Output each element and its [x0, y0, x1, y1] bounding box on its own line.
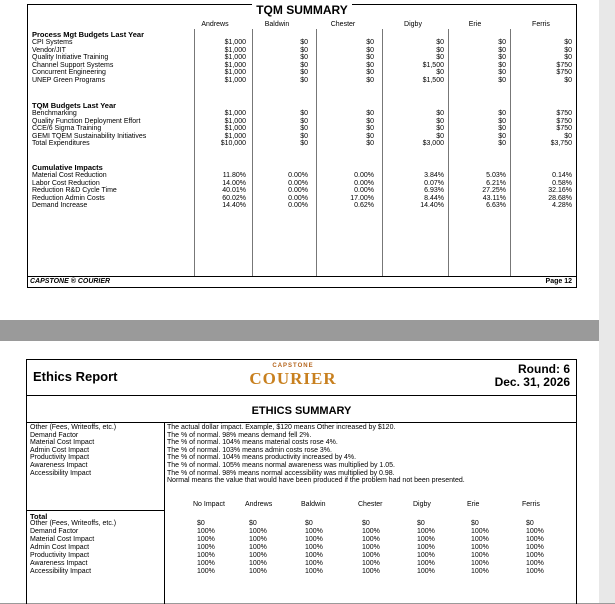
ethics-col-header: Andrews [245, 501, 273, 508]
cell-value: 14.40% [420, 202, 444, 210]
column-divider [510, 29, 511, 276]
cell-value: $0 [366, 140, 374, 148]
cell-value: 0.62% [354, 202, 374, 210]
total-cell: 100% [249, 552, 267, 559]
cell-value: $0 [564, 39, 572, 46]
row-label: Benchmarking [32, 110, 77, 117]
cell-value: $0 [436, 54, 444, 62]
row-label: Quality Initiative Training [32, 54, 109, 62]
cell-value: 6.93% [424, 187, 444, 195]
cell-value: 0.58% [552, 179, 572, 187]
cell-value: 3.84% [424, 172, 444, 179]
total-cell: 100% [417, 568, 435, 575]
row-label: Reduction Admin Costs [32, 194, 105, 202]
total-cell: 100% [305, 528, 323, 535]
total-cell: 100% [526, 536, 544, 543]
cell-value: 28.68% [548, 194, 572, 202]
cell-value: $0 [366, 110, 374, 117]
cell-value: 43.11% [482, 194, 506, 202]
cell-value: $0 [436, 46, 444, 54]
normal-note: Normal means the value that would have been produced if the problem had not been presented. [167, 477, 465, 485]
ethics-report [26, 359, 577, 604]
cell-value: $0 [366, 77, 374, 84]
cell-value: $0 [300, 77, 308, 84]
ethics-col-header: No Impact [193, 501, 225, 508]
col-header-digby: Digby [404, 21, 422, 28]
cell-value: $3,750 [550, 140, 572, 148]
total-cell: $0 [417, 520, 425, 527]
total-cell: 100% [305, 536, 323, 543]
courier-logo [243, 363, 343, 391]
total-cell: 100% [471, 536, 489, 543]
total-cell: $0 [249, 520, 257, 527]
cell-value: $1,000 [224, 125, 246, 133]
cell-value: $0 [498, 69, 506, 77]
cell-value: $0 [498, 132, 506, 140]
cell-value: 0.00% [354, 179, 374, 187]
total-row-label: Other (Fees, Writeoffs, etc.) [30, 520, 117, 527]
cell-value: $0 [498, 77, 506, 84]
total-cell: 100% [305, 544, 323, 551]
vertical-scrollbar[interactable] [599, 0, 615, 603]
total-cell: 100% [417, 528, 435, 535]
definition-text: The % of normal. 104% means productivity increased by 4%. [167, 454, 357, 462]
row-label: Labor Cost Reduction [32, 179, 100, 187]
cell-value: $0 [300, 39, 308, 46]
total-heading: Total [30, 512, 48, 521]
tqm-title: TQM SUMMARY [28, 3, 576, 17]
definition-label: Demand Factor [30, 431, 79, 439]
cell-value: $1,000 [224, 132, 246, 140]
cell-value: 27.25% [482, 187, 506, 195]
definition-text: The % of normal. 105% means normal awareness was multiplied by 1.05. [167, 462, 395, 469]
ethics-summary-title: ETHICS SUMMARY [251, 405, 352, 417]
total-cell: 100% [417, 560, 435, 567]
cell-value: 40.01% [222, 187, 246, 195]
total-cell: 100% [197, 560, 215, 567]
ethics-col-header: Chester [358, 501, 383, 508]
cell-value: 60.02% [222, 194, 246, 202]
total-cell: 100% [197, 528, 215, 535]
definition-label: Awareness Impact [30, 462, 88, 469]
definition-text: The actual dollar impact. Example, $120 means Other increased by $120. [167, 424, 396, 431]
definition-text: The % of normal. 104% means material costs rose 4%. [167, 439, 338, 447]
column-divider [448, 29, 449, 276]
ethics-col-header: Digby [413, 501, 431, 508]
ethics-col-header: Ferris [522, 501, 540, 508]
cell-value: $0 [436, 110, 444, 117]
total-cell: $0 [197, 520, 205, 527]
cell-value: $0 [564, 46, 572, 54]
cell-value: $0 [498, 110, 506, 117]
row-label: Concurrent Engineering [32, 69, 106, 77]
definition-text: The % of normal. 103% means admin costs rose 3%. [167, 446, 332, 454]
column-divider [252, 29, 253, 276]
cell-value: $0 [436, 132, 444, 140]
cell-value: 8.44% [424, 194, 444, 202]
cell-value: $0 [366, 39, 374, 46]
cell-value: $1,500 [422, 77, 444, 84]
cell-value: $0 [300, 140, 308, 148]
ethics-page [0, 341, 599, 603]
definition-label: Productivity Impact [30, 454, 90, 462]
cell-value: $0 [300, 110, 308, 117]
total-cell: 100% [417, 552, 435, 559]
total-row-label: Accessibility Impact [30, 568, 92, 575]
cell-value: $0 [436, 117, 444, 125]
col-header-andrews: Andrews [201, 21, 229, 28]
total-cell: 100% [362, 568, 380, 575]
row-label: Quality Function Deployment Effort [32, 117, 141, 125]
ethics-col-header: Erie [467, 501, 480, 508]
cell-value: $0 [300, 54, 308, 62]
row-label: Total Expenditures [32, 140, 90, 148]
cell-value: $1,500 [422, 61, 444, 69]
label-column-divider [164, 422, 165, 604]
total-cell: $0 [305, 520, 313, 527]
total-row-label: Admin Cost Impact [30, 544, 90, 551]
cell-value: $0 [300, 117, 308, 125]
cell-value: 14.40% [222, 202, 246, 210]
cell-value: 0.14% [552, 172, 572, 179]
cell-value: 0.00% [354, 172, 374, 179]
col-header-erie: Erie [468, 21, 482, 28]
row-label: Vendor/JIT [32, 46, 66, 54]
total-cell: 100% [362, 544, 380, 551]
cell-value: $0 [300, 125, 308, 133]
cell-value: $10,000 [220, 140, 246, 148]
cell-value: $0 [436, 69, 444, 77]
total-divider [27, 510, 164, 511]
cell-value: $0 [498, 140, 506, 148]
col-header-ferris: Ferris [532, 21, 550, 28]
total-cell: 100% [471, 552, 489, 559]
cell-value: $0 [436, 125, 444, 133]
cell-value: $0 [498, 39, 506, 46]
cell-value: $1,000 [224, 46, 246, 54]
cell-value: $0 [564, 132, 572, 140]
total-cell: 100% [417, 544, 435, 551]
total-cell: 100% [197, 544, 215, 551]
row-label: CPI Systems [32, 39, 73, 46]
cell-value: $0 [498, 61, 506, 69]
total-cell: 100% [197, 552, 215, 559]
column-divider [316, 29, 317, 276]
definition-text: The % of normal. 98% means demand fell 2%. [167, 431, 312, 439]
column-divider [194, 29, 195, 276]
row-label: Demand Increase [32, 202, 88, 210]
total-cell: $0 [526, 520, 534, 527]
cell-value: $0 [366, 69, 374, 77]
cell-value: 0.00% [354, 187, 374, 195]
footer-divider [28, 276, 576, 277]
definition-label: Material Cost Impact [30, 439, 95, 447]
cell-value: $0 [366, 61, 374, 69]
cell-value: $750 [556, 69, 572, 77]
cell-value: $1,000 [224, 39, 246, 46]
page-number: Page 12 [545, 278, 572, 285]
definition-label: Admin Cost Impact [30, 446, 90, 454]
total-cell: 100% [526, 552, 544, 559]
definition-text: The % of normal. 98% means normal accessibility was multiplied by 0.98. [167, 469, 395, 477]
total-cell: 100% [249, 568, 267, 575]
total-cell: 100% [417, 536, 435, 543]
total-cell: 100% [197, 536, 215, 543]
cell-value: 0.00% [288, 194, 308, 202]
total-cell: 100% [362, 536, 380, 543]
row-label: Material Cost Reduction [32, 172, 107, 179]
cell-value: $0 [498, 117, 506, 125]
section-heading: TQM Budgets Last Year [32, 101, 117, 110]
tqm-summary-table [27, 4, 577, 288]
report-header [27, 360, 576, 396]
total-cell: $0 [362, 520, 370, 527]
cell-value: $0 [366, 46, 374, 54]
logo-capstone-text: CAPSTONE [272, 363, 314, 369]
cell-value: $0 [300, 46, 308, 54]
section-heading: Process Mgt Budgets Last Year [32, 30, 144, 39]
cell-value: 0.00% [288, 179, 308, 187]
cell-value: $0 [366, 117, 374, 125]
total-cell: 100% [526, 568, 544, 575]
cell-value: $0 [300, 61, 308, 69]
total-row-label: Demand Factor [30, 528, 79, 535]
cell-value: $1,000 [224, 54, 246, 62]
row-label: Reduction R&D Cycle Time [32, 187, 117, 195]
cell-value: 32.16% [548, 187, 572, 195]
definition-label: Accessibility Impact [30, 469, 92, 477]
logo-courier-text: COURIER [249, 369, 337, 388]
cell-value: $750 [556, 125, 572, 133]
total-cell: 100% [305, 568, 323, 575]
total-cell: 100% [305, 560, 323, 567]
cell-value: $0 [498, 46, 506, 54]
column-divider [382, 29, 383, 276]
cell-value: $0 [498, 125, 506, 133]
cell-value: $0 [366, 125, 374, 133]
total-cell: 100% [197, 568, 215, 575]
cell-value: $0 [366, 54, 374, 62]
total-cell: 100% [471, 528, 489, 535]
summary-divider [27, 422, 576, 423]
total-row-label: Productivity Impact [30, 552, 90, 559]
cell-value: 14.00% [222, 179, 246, 187]
row-label: CCE/6 Sigma Training [32, 125, 102, 133]
cell-value: $1,000 [224, 77, 246, 84]
cell-value: $750 [556, 61, 572, 69]
row-label: Channel Support Systems [32, 61, 114, 69]
cell-value: $0 [436, 39, 444, 46]
cell-value: 0.07% [424, 179, 444, 187]
round-label: Round: 6 [518, 362, 570, 376]
cell-value: $1,000 [224, 117, 246, 125]
report-title: Ethics Report [33, 369, 118, 384]
footer-brand: CAPSTONE ® COURIER [30, 278, 111, 285]
cell-value: $1,000 [224, 69, 246, 77]
cell-value: 0.00% [288, 187, 308, 195]
definition-label: Other (Fees, Writeoffs, etc.) [30, 424, 117, 431]
total-cell: 100% [249, 536, 267, 543]
total-cell: 100% [471, 544, 489, 551]
cell-value: 6.63% [486, 202, 506, 210]
total-cell: 100% [362, 560, 380, 567]
cell-value: $0 [300, 132, 308, 140]
cell-value: $0 [300, 69, 308, 77]
cell-value: $0 [498, 54, 506, 62]
round-date: Dec. 31, 2026 [494, 375, 570, 389]
total-cell: 100% [249, 560, 267, 567]
cell-value: 0.00% [288, 202, 308, 210]
cell-value: 4.28% [552, 202, 572, 210]
cell-value: $750 [556, 117, 572, 125]
total-row-label: Material Cost Impact [30, 536, 95, 543]
col-header-baldwin: Baldwin [264, 21, 290, 28]
cell-value: $0 [564, 54, 572, 62]
cell-value: 6.21% [486, 179, 506, 187]
total-cell: 100% [249, 528, 267, 535]
total-cell: 100% [362, 528, 380, 535]
cell-value: 5.03% [486, 172, 506, 179]
cell-value: $1,000 [224, 61, 246, 69]
total-cell: 100% [526, 528, 544, 535]
row-label: GEMI TQEM Sustainability Initiatives [32, 132, 147, 140]
total-cell: 100% [471, 568, 489, 575]
total-cell: 100% [526, 560, 544, 567]
total-cell: 100% [362, 552, 380, 559]
total-cell: 100% [526, 544, 544, 551]
cell-value: 11.80% [222, 172, 246, 179]
round-info [495, 363, 570, 389]
total-cell: 100% [305, 552, 323, 559]
total-cell: 100% [471, 560, 489, 567]
total-cell: 100% [249, 544, 267, 551]
col-header-chester: Chester [330, 21, 356, 28]
cell-value: $0 [366, 132, 374, 140]
ethics-col-header: Baldwin [301, 501, 326, 508]
cell-value: $1,000 [224, 110, 246, 117]
cell-value: 0.00% [288, 172, 308, 179]
cell-value: $3,000 [422, 140, 444, 148]
cell-value: $750 [556, 110, 572, 117]
section-heading: Cumulative Impacts [32, 163, 103, 172]
cell-value: $0 [564, 77, 572, 84]
total-cell: $0 [471, 520, 479, 527]
cell-value: 17.00% [350, 194, 374, 202]
row-label: UNEP Green Programs [32, 77, 106, 84]
total-row-label: Awareness Impact [30, 560, 88, 567]
